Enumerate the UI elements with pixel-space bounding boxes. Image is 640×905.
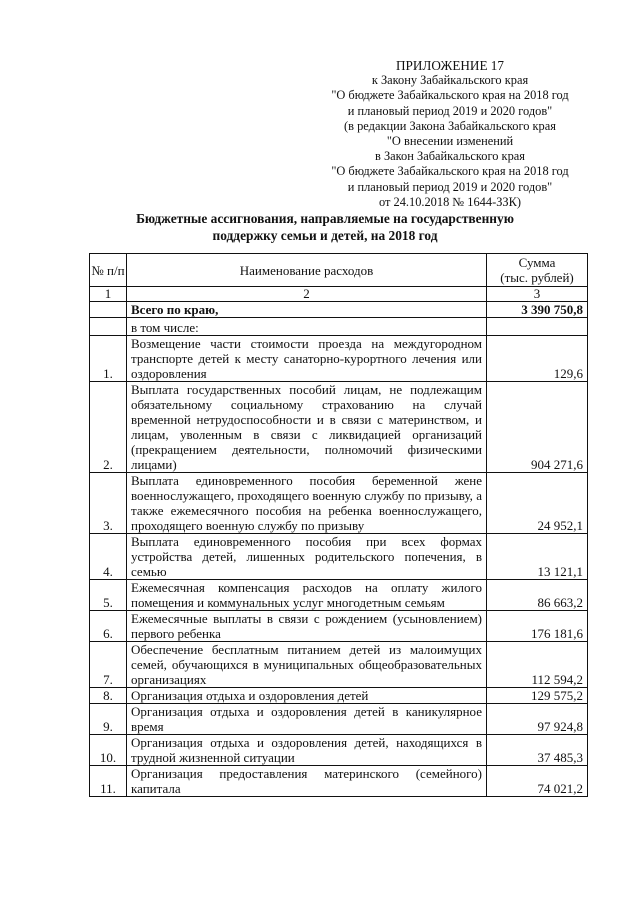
annex-line: "О бюджете Забайкальского края на 2018 год bbox=[331, 164, 569, 179]
column-number: 1 bbox=[90, 287, 127, 302]
header-number: № п/п bbox=[90, 254, 127, 287]
annex-line: от 24.10.2018 № 1644-ЗЗК) bbox=[378, 194, 522, 209]
table-row bbox=[90, 580, 588, 611]
expense-name: Ежемесячные выплаты в связи с рождением (усыновлением) первого ребенка bbox=[127, 611, 487, 642]
budget-table bbox=[89, 253, 588, 797]
row-number: 4. bbox=[90, 534, 127, 580]
title-line: Бюджетные ассигнования, направляемые на государственную bbox=[136, 211, 514, 226]
annex-line: "О бюджете Забайкальского края на 2018 год bbox=[331, 88, 569, 103]
table-row bbox=[90, 766, 588, 797]
table-header-row bbox=[90, 254, 588, 287]
table-row bbox=[90, 382, 588, 473]
header-sum bbox=[487, 254, 588, 287]
expense-name: Организация отдыха и оздоровления детей, находящихся в трудной жизненной ситуации bbox=[127, 735, 487, 766]
title-line: поддержку семьи и детей, на 2018 год bbox=[212, 228, 438, 243]
including-value-cell bbox=[487, 318, 588, 336]
expense-amount: 37 485,3 bbox=[487, 735, 588, 766]
row-number: 7. bbox=[90, 642, 127, 688]
table-row bbox=[90, 642, 588, 688]
annex-line: "О внесении изменений bbox=[386, 134, 514, 149]
annex-line: и плановый период 2019 и 2020 годов" bbox=[347, 103, 553, 118]
annex-line: (в редакции Закона Забайкальского края bbox=[344, 118, 556, 133]
annex-block bbox=[300, 58, 600, 210]
total-value: 3 390 750,8 bbox=[487, 302, 588, 318]
expense-amount: 24 952,1 bbox=[487, 473, 588, 534]
expense-name: Возмещение части стоимости проезда на междугородном транспорте детей к месту санаторно-курортного лечения или оздоровления bbox=[127, 336, 487, 382]
column-number: 2 bbox=[127, 287, 487, 302]
row-number: 9. bbox=[90, 704, 127, 735]
expense-name: Обеспечение бесплатным питанием детей из малоимущих семей, обучающихся в муниципальных общеобразовательных организациях bbox=[127, 642, 487, 688]
expense-name: Выплата единовременного пособия при всех формах устройства детей, лишенных родительского попечения, в семью bbox=[127, 534, 487, 580]
row-number: 6. bbox=[90, 611, 127, 642]
expense-amount: 129,6 bbox=[487, 336, 588, 382]
row-number: 3. bbox=[90, 473, 127, 534]
expense-name: Выплата государственных пособий лицам, не подлежащим обязательному социальному страхованию на случай временной нетрудоспособности и в связи с материнством, и лицам, уволенным в связи с ликвидацией организаций (прекращением деятельности, полномочий физическими лицами) bbox=[127, 382, 487, 473]
expense-amount: 97 924,8 bbox=[487, 704, 588, 735]
row-number: 2. bbox=[90, 382, 127, 473]
expense-name: Организация предоставления материнского (семейного) капитала bbox=[127, 766, 487, 797]
expense-name: Ежемесячная компенсация расходов на оплату жилого помещения и коммунальных услуг многодетным семьям bbox=[127, 580, 487, 611]
expense-amount: 129 575,2 bbox=[487, 688, 588, 704]
table-body bbox=[90, 287, 588, 797]
row-number: 1. bbox=[90, 336, 127, 382]
expense-name: Организация отдыха и оздоровления детей в каникулярное время bbox=[127, 704, 487, 735]
expense-amount: 13 121,1 bbox=[487, 534, 588, 580]
including-row bbox=[90, 318, 588, 336]
row-number: 5. bbox=[90, 580, 127, 611]
table-row bbox=[90, 704, 588, 735]
column-number: 3 bbox=[487, 287, 588, 302]
row-number: 10. bbox=[90, 735, 127, 766]
expense-amount: 112 594,2 bbox=[487, 642, 588, 688]
table-row bbox=[90, 534, 588, 580]
header-sum-unit: (тыс. рублей) bbox=[500, 270, 574, 285]
annex-heading: ПРИЛОЖЕНИЕ 17 bbox=[396, 58, 504, 73]
table-row bbox=[90, 473, 588, 534]
total-label: Всего по краю, bbox=[127, 302, 487, 318]
total-number-cell bbox=[90, 302, 127, 318]
table-row bbox=[90, 688, 588, 704]
table-row bbox=[90, 336, 588, 382]
expense-name: Организация отдыха и оздоровления детей bbox=[127, 688, 487, 704]
table-row bbox=[90, 735, 588, 766]
expense-amount: 176 181,6 bbox=[487, 611, 588, 642]
table-row bbox=[90, 611, 588, 642]
column-numbers-row bbox=[90, 287, 588, 302]
including-number-cell bbox=[90, 318, 127, 336]
expense-amount: 86 663,2 bbox=[487, 580, 588, 611]
including-label: в том числе: bbox=[127, 318, 487, 336]
annex-line: в Закон Забайкальского края bbox=[375, 149, 525, 164]
total-row bbox=[90, 302, 588, 318]
annex-line: и плановый период 2019 и 2020 годов" bbox=[347, 179, 553, 194]
expense-name: Выплата единовременного пособия беременной жене военнослужащего, проходящего военную службу по призыву, а также ежемесячного пособия на ребенка военнослужащего, проходящего военную службу по призыву bbox=[127, 473, 487, 534]
expense-amount: 74 021,2 bbox=[487, 766, 588, 797]
row-number: 11. bbox=[90, 766, 127, 797]
header-name: Наименование расходов bbox=[127, 254, 487, 287]
row-number: 8. bbox=[90, 688, 127, 704]
annex-line: к Закону Забайкальского края bbox=[371, 73, 529, 88]
expense-amount: 904 271,6 bbox=[487, 382, 588, 473]
header-sum-line: Сумма bbox=[518, 255, 556, 270]
document-title bbox=[60, 210, 590, 244]
